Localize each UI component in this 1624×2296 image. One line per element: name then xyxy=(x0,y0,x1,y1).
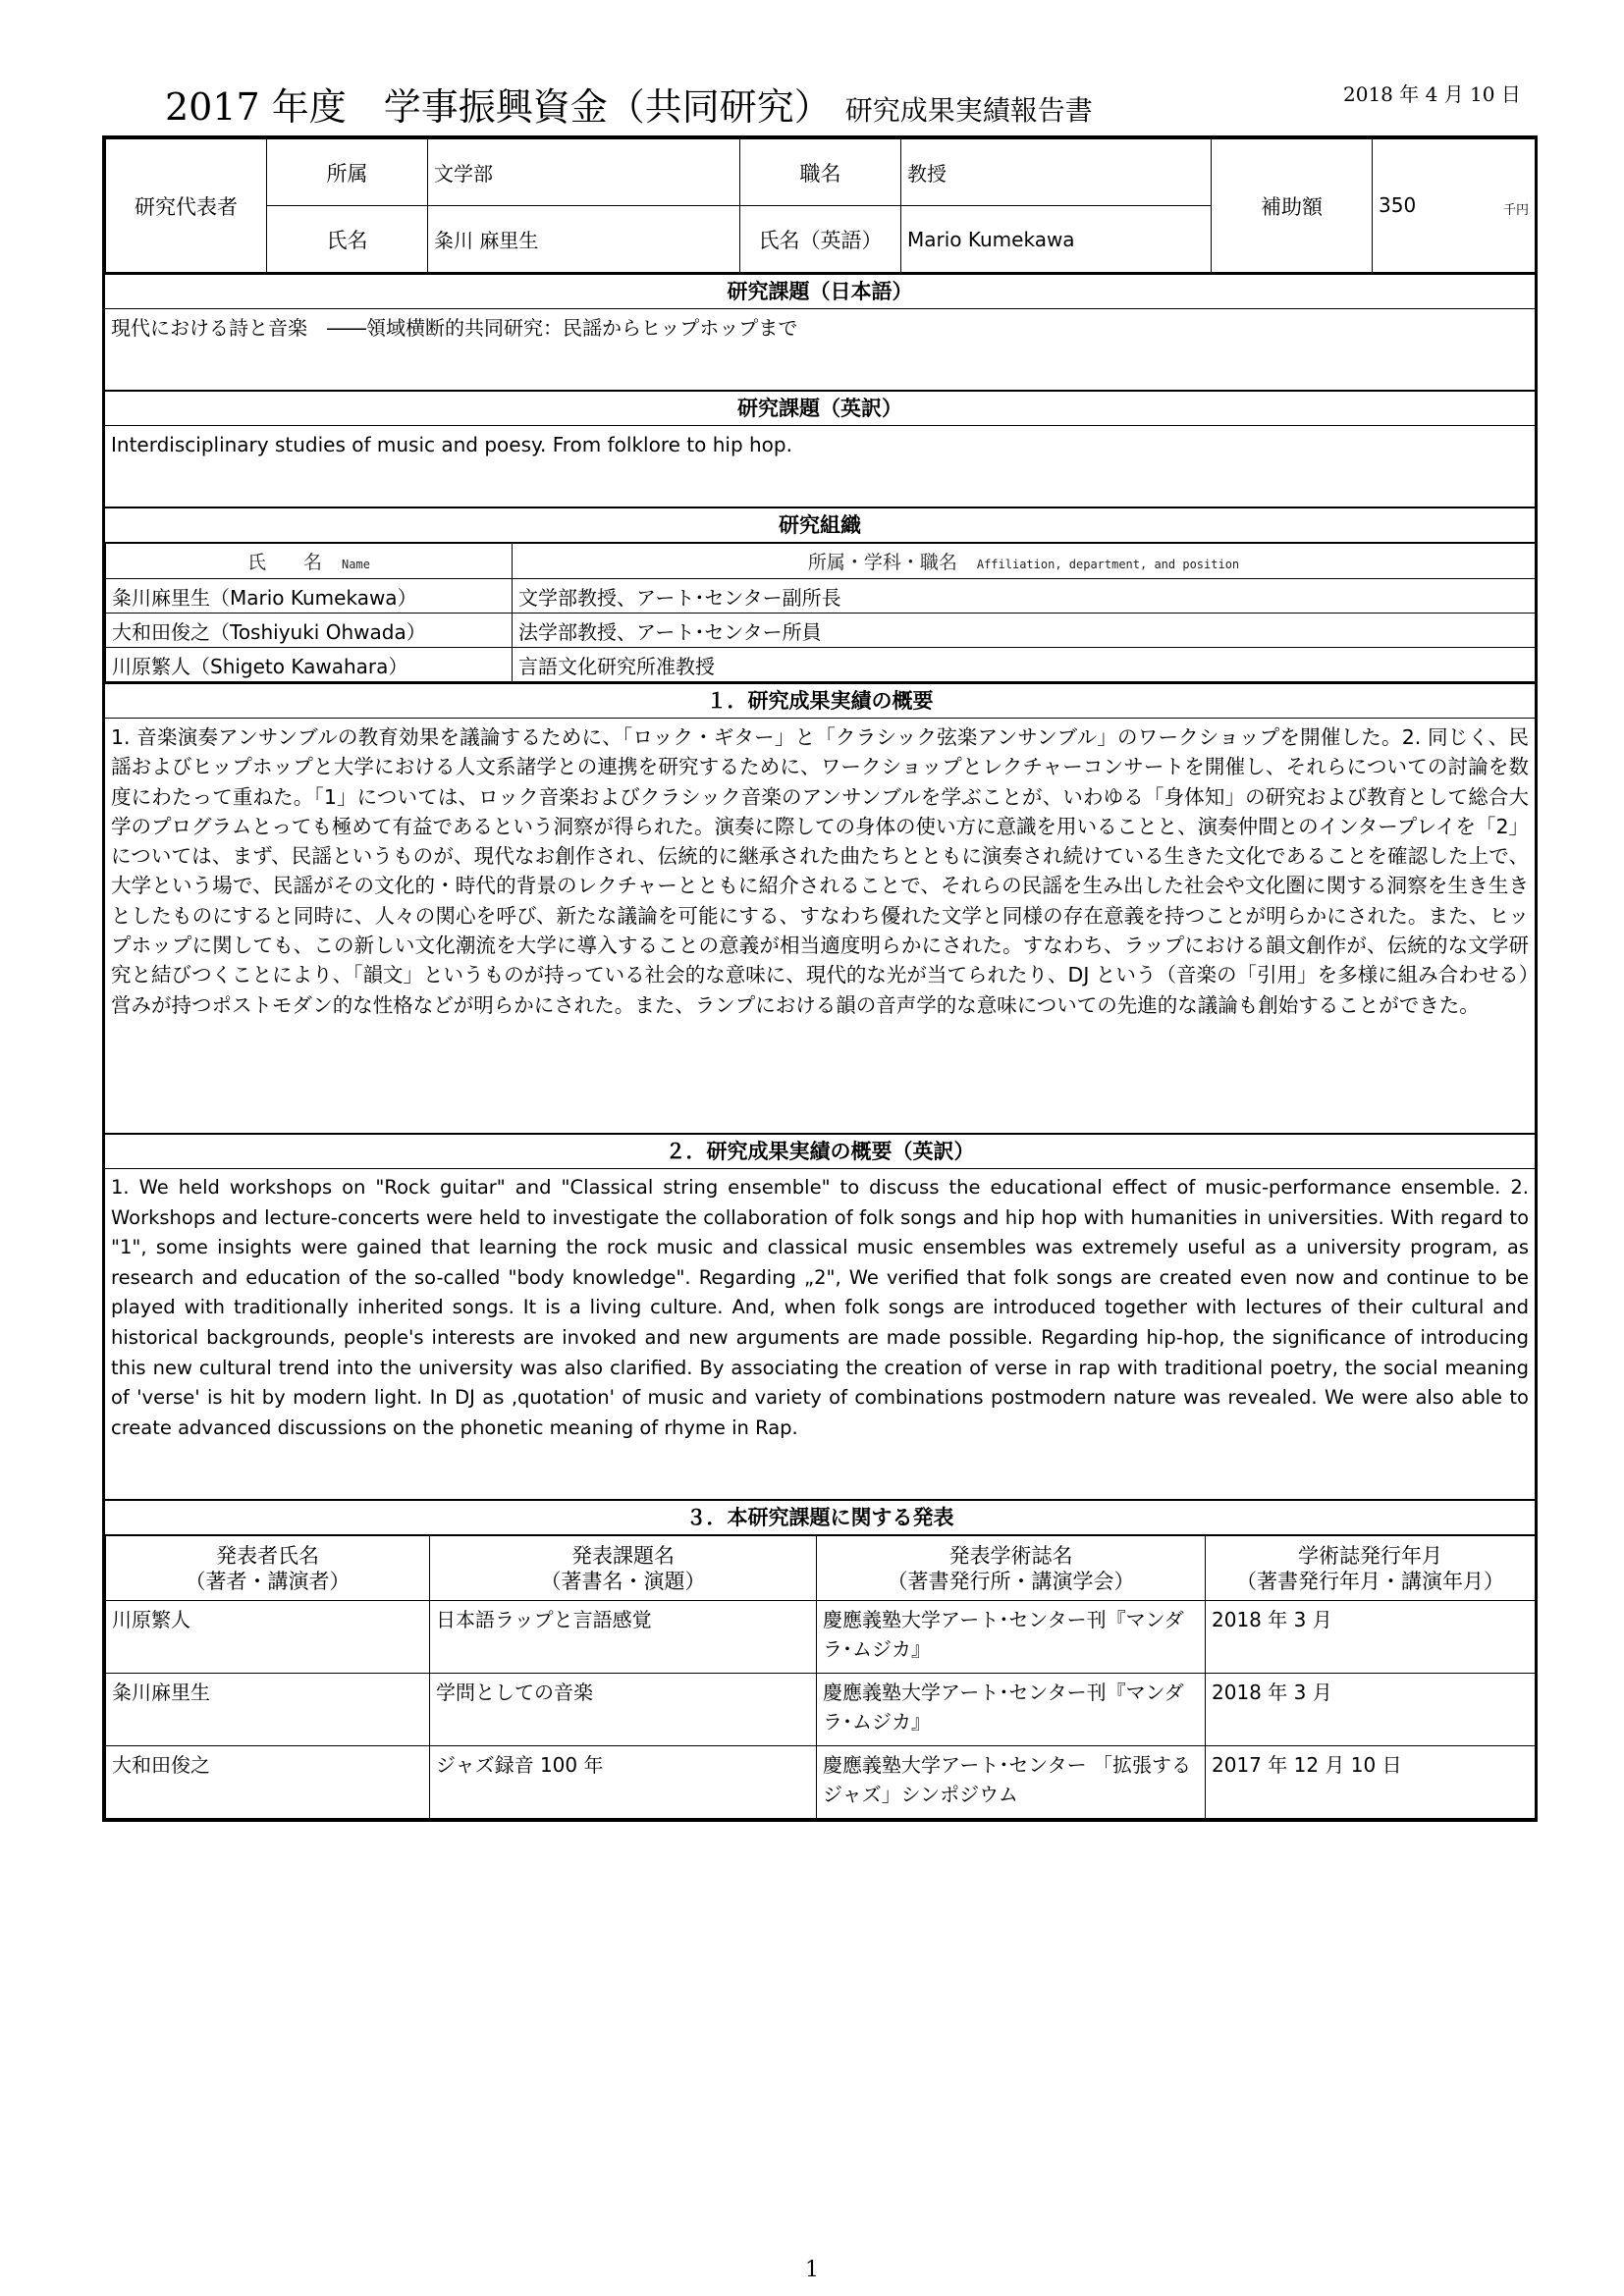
name-value: 粂川 麻里生 xyxy=(428,206,740,273)
report-title-sub: 研究成果実績報告書 xyxy=(844,94,1093,127)
grant-unit: 千円 xyxy=(1502,203,1529,218)
pub-presenter: 川原繁人 xyxy=(106,1601,430,1674)
org-member-name: 大和田俊之（Toshiyuki Ohwada） xyxy=(106,614,513,648)
summary-en-text: 1. We held workshops on "Rock guitar" and "Classical string ensemble" to discuss the educational effect of music-performance ensemble. 2. Workshops and lecture-concerts were held to investigate the collaboration of folk songs and hip hop with humanities in universities. With regard to "1", some insights were gained that learning the rock music and classical music ensembles was extremely useful as a university program, as research and education of the so-called "body knowledge". Regarding „2", We verified that folk songs are created even now and continue to be played with traditionally inherited songs. It is a living culture. And, when folk songs are introduced together with lectures of their cultural and historical backgrounds, people's interests are invoked and new arguments are made possible. Regarding hip-hop, the significance of introducing this new cultural trend into the university was also clarified. By associating the creation of verse in rap with traditional poetry, the social meaning of 'verse' is hit by modern light. In DJ as ‚quotation' of music and variety of combinations postmodern nature was revealed. We were also able to create advanced discussions on the phonetic meaning of rhyme in Rap. xyxy=(111,1176,1529,1439)
report-date: 2018 年 4 月 10 日 xyxy=(1343,82,1521,106)
org-member-row xyxy=(106,614,1536,648)
org-col-aff-label: 所属・学科・職名 xyxy=(807,552,957,573)
table-row xyxy=(106,1674,1536,1746)
page-number: 1 xyxy=(805,2258,819,2282)
pub-title: ジャズ録音 100 年 xyxy=(430,1746,817,1819)
org-member-row xyxy=(106,579,1536,614)
table-row xyxy=(106,1601,1536,1674)
pub-journal: 慶應義塾大学アート･センター刊『マンダラ･ムジカ』 xyxy=(817,1601,1206,1674)
org-col-name xyxy=(106,544,513,579)
pub-presenter: 粂川麻里生 xyxy=(106,1674,430,1746)
publications-header: ３．本研究課題に関する発表 xyxy=(105,1499,1535,1535)
position-label: 職名 xyxy=(740,139,901,206)
grant-label: 補助額 xyxy=(1212,139,1373,273)
report-title xyxy=(165,77,1093,131)
table-row xyxy=(106,1746,1536,1819)
report-title-main: 2017 年度 学事振興資金（共同研究） xyxy=(165,85,832,129)
org-member-affiliation: 法学部教授、アート･センター所員 xyxy=(513,614,1536,648)
theme-en-text: Interdisciplinary studies of music and poesy. From folklore to hip hop. xyxy=(111,433,792,456)
theme-jp-text: 現代における詩と音楽 ――領域横断的共同研究：民謡からヒップホップまで xyxy=(111,316,798,340)
pub-col-journal-line1: 発表学術誌名 xyxy=(948,1543,1073,1568)
pub-col-presenter-line2: （著者・講演者） xyxy=(185,1569,351,1593)
pub-col-presenter xyxy=(106,1536,430,1601)
name-label: 氏名 xyxy=(267,206,428,273)
name-en-value: Mario Kumekawa xyxy=(901,206,1212,273)
theme-jp-header: 研究課題（日本語） xyxy=(105,273,1535,309)
pub-col-presenter-line1: 発表者氏名 xyxy=(216,1543,319,1568)
pub-col-journal xyxy=(817,1536,1206,1601)
theme-en-header: 研究課題（英訳） xyxy=(105,390,1535,426)
name-en-label: 氏名（英語） xyxy=(740,206,901,273)
pub-col-date xyxy=(1206,1536,1536,1601)
org-member-affiliation: 言語文化研究所准教授 xyxy=(513,648,1536,682)
pub-journal: 慶應義塾大学アート･センター 「拡張するジャズ」シンポジウム xyxy=(817,1746,1206,1819)
pub-title: 日本語ラップと言語感覚 xyxy=(430,1601,817,1674)
pub-date: 2018 年 3 月 xyxy=(1206,1674,1536,1746)
org-col-affiliation xyxy=(513,544,1536,579)
pub-col-title-line1: 発表課題名 xyxy=(571,1543,675,1568)
org-member-affiliation: 文学部教授、アート･センター副所長 xyxy=(513,579,1536,614)
org-col-name-label: 氏 名 xyxy=(247,552,323,573)
grant-cell xyxy=(1373,139,1536,273)
report-form xyxy=(102,135,1538,1822)
pub-date: 2018 年 3 月 xyxy=(1206,1601,1536,1674)
org-member-name: 粂川麻里生（Mario Kumekawa） xyxy=(106,579,513,614)
affiliation-label: 所属 xyxy=(267,139,428,206)
org-member-row xyxy=(106,648,1536,682)
pub-title: 学問としての音楽 xyxy=(430,1674,817,1746)
pub-presenter: 大和田俊之 xyxy=(106,1746,430,1819)
pub-col-journal-line2: （著書発行所・講演学会） xyxy=(887,1569,1135,1593)
representative-table xyxy=(105,138,1536,273)
grant-amount: 350 xyxy=(1379,193,1417,217)
pub-col-title xyxy=(430,1536,817,1601)
publications-table xyxy=(105,1535,1536,1819)
organization-table xyxy=(105,543,1536,682)
org-member-name: 川原繁人（Shigeto Kawahara） xyxy=(106,648,513,682)
position-value: 教授 xyxy=(901,139,1212,206)
pub-col-title-line2: （著書名・演題） xyxy=(540,1569,706,1593)
pub-col-date-line2: （著書発行年月・講演年月） xyxy=(1236,1569,1504,1593)
pub-date: 2017 年 12 月 10 日 xyxy=(1206,1746,1536,1819)
organization-header: 研究組織 xyxy=(105,507,1535,543)
representative-label: 研究代表者 xyxy=(106,139,267,273)
org-col-aff-en: Affiliation, department, and position xyxy=(976,558,1240,571)
pub-journal: 慶應義塾大学アート･センター刊『マンダラ･ムジカ』 xyxy=(817,1674,1206,1746)
pub-col-date-line1: 学術誌発行年月 xyxy=(1298,1543,1442,1568)
summary-jp-header: １．研究成果実績の概要 xyxy=(105,682,1535,719)
summary-jp-text: 1. 音楽演奏アンサンブルの教育効果を議論するために、「ロック・ギター」と「クラシック弦楽アンサンブル」のワークショップを開催した。2. 同じく、民謡およびヒップホップと大学における人文系諸学との連携を研究するために、ワークショップとレクチャーコンサートを開催し、それらについての討論を数度にわたって重ねた。「1」については、ロック音楽およびクラシック音楽のアンサンブルを学ぶことが、いわゆる「身体知」の研究および教育として総合大学のプログラムとっても極めて有益であるという洞察が得られた。演奏に際しての身体の使い方に意識を用いることと、演奏仲間とのインタープレイを「2」については、まず、民謡というものが、現代なお創作され、伝統的に継承された曲たちとともに演奏され続けている生きた文化であることを確認した上で、大学という場で、民謡がその文化的・時代的背景のレクチャーとともに紹介されることで、それらの民謡を生み出した社会や文化圏に関する洞察を生き生きとしたものにすると同時に、人々の関心を呼び、新たな議論を可能にする、すなわち優れた文学と同様の存在意義を持つことが明らかにされた。また、ヒップホップに関しても、この新しい文化潮流を大学に導入することの意義が相当適度明らかにされた。すなわち、ラップにおける韻文創作が、伝統的な文学研究と結びつくことにより、「韻文」というものが持っている社会的な意味に、現代的な光が当てられたり、DJ という（音楽の「引用」を多様に組み合わせる）営みが持つポストモダン的な性格などが明らかにされた。また、ランプにおける韻の音声学的な意味についての先進的な議論も創始することができた。 xyxy=(111,725,1529,1017)
summary-en-header: ２．研究成果実績の概要（英訳） xyxy=(105,1133,1535,1169)
affiliation-value: 文学部 xyxy=(428,139,740,206)
org-col-name-en: Name xyxy=(342,558,370,571)
